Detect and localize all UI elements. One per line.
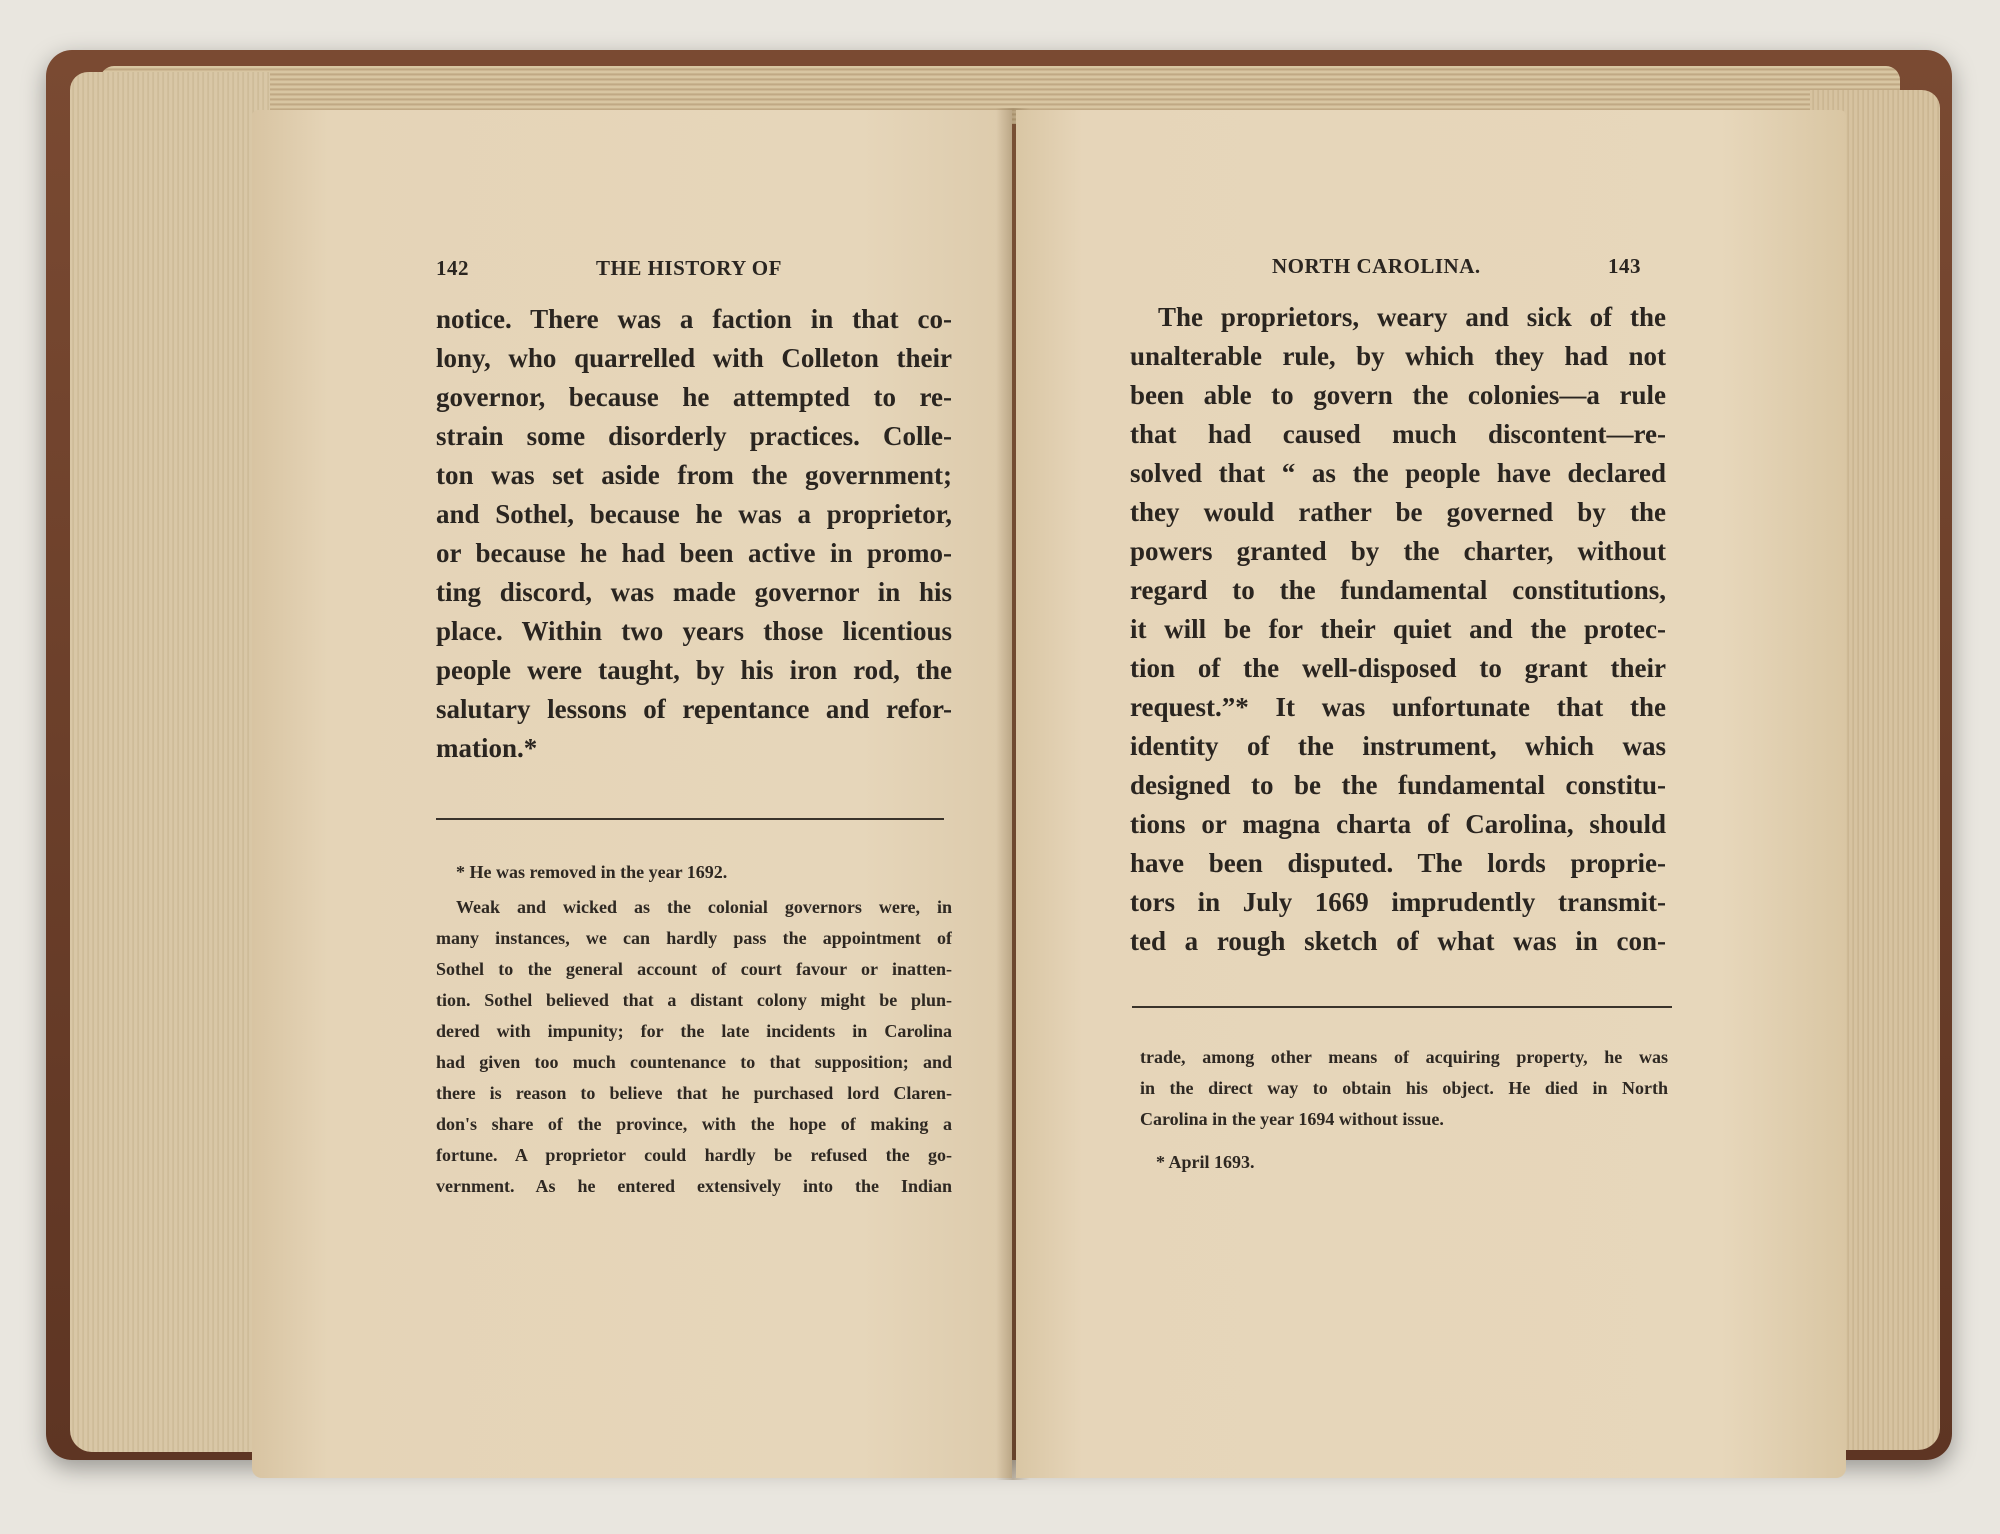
right-footnote-text bbox=[1140, 1042, 1668, 1135]
body-line: regard to the fundamental constitutions, bbox=[1130, 575, 1666, 605]
body-line: request.”* It was unfortunate that the bbox=[1130, 692, 1666, 722]
left-body-text bbox=[436, 300, 952, 768]
footnote-line: tion. Sothel believed that a distant colony might be plun- bbox=[436, 990, 952, 1010]
body-line: lony, who quarrelled with Colleton their bbox=[436, 343, 952, 373]
body-line: people were taught, by his iron rod, the bbox=[436, 655, 952, 685]
footnote-line: dered with impunity; for the late incidents in Carolina bbox=[436, 1021, 952, 1041]
body-line: ton was set aside from the government; bbox=[436, 460, 952, 490]
body-line: tions or magna charta of Carolina, should bbox=[1130, 809, 1666, 839]
body-line: tors in July 1669 imprudently transmit- bbox=[1130, 887, 1666, 917]
footnote-line: fortune. A proprietor could hardly be refused the go- bbox=[436, 1145, 952, 1165]
footnote-rule bbox=[436, 818, 944, 820]
footnote-marker-line: * He was removed in the year 1692. bbox=[456, 862, 728, 882]
body-line: identity of the instrument, which was bbox=[1130, 731, 1666, 761]
footnote-line: Carolina in the year 1694 without issue. bbox=[1140, 1109, 1444, 1129]
left-running-head: THE HISTORY OF bbox=[596, 256, 782, 280]
body-line: salutary lessons of repentance and refor- bbox=[436, 694, 952, 724]
body-line: mation.* bbox=[436, 733, 538, 763]
footnote-line: there is reason to believe that he purchased lord Claren- bbox=[436, 1083, 952, 1103]
footnote-rule bbox=[1132, 1006, 1672, 1008]
footnote-line: many instances, we can hardly pass the appointment of bbox=[436, 928, 952, 948]
footnote-line: trade, among other means of acquiring property, he was bbox=[1140, 1047, 1668, 1067]
body-line: powers granted by the charter, without bbox=[1130, 536, 1666, 566]
footnote-line: in the direct way to obtain his object. He died in North bbox=[1140, 1078, 1668, 1098]
body-line: been able to govern the colonies—a rule bbox=[1130, 380, 1666, 410]
footnote-line: Sothel to the general account of court favour or inatten- bbox=[436, 959, 952, 979]
footnote-line: had given too much countenance to that supposition; and bbox=[436, 1052, 952, 1072]
footnote-line: Weak and wicked as the colonial governors were, in bbox=[456, 897, 952, 917]
body-line: ted a rough sketch of what was in con- bbox=[1130, 926, 1666, 956]
body-line: strain some disorderly practices. Colle- bbox=[436, 421, 952, 451]
body-line: or because he had been active in promo- bbox=[436, 538, 952, 568]
body-line: unalterable rule, by which they had not bbox=[1130, 341, 1666, 371]
left-page-number: 142 bbox=[436, 256, 469, 280]
body-line: solved that “ as the people have declared bbox=[1130, 458, 1666, 488]
left-page bbox=[252, 110, 1012, 1478]
body-line: tion of the well-disposed to grant their bbox=[1130, 653, 1666, 683]
footnote-line: vernment. As he entered extensively into the Indian bbox=[436, 1176, 952, 1196]
page-block-left-edge bbox=[70, 72, 270, 1452]
body-line: notice. There was a faction in that co- bbox=[436, 304, 952, 334]
footnote-marker-line: * April 1693. bbox=[1156, 1152, 1255, 1172]
left-footnote-text bbox=[436, 892, 952, 1202]
body-line: it will be for their quiet and the protec- bbox=[1130, 614, 1666, 644]
body-line: place. Within two years those licentious bbox=[436, 616, 952, 646]
body-line: they would rather be governed by the bbox=[1130, 497, 1666, 527]
footnote-line: don's share of the province, with the hope of making a bbox=[436, 1114, 952, 1134]
right-page bbox=[1016, 110, 1846, 1478]
body-line: have been disputed. The lords proprie- bbox=[1130, 848, 1666, 878]
body-line: and Sothel, because he was a proprietor, bbox=[436, 499, 952, 529]
body-line: governor, because he attempted to re- bbox=[436, 382, 952, 412]
body-line: that had caused much discontent—re- bbox=[1130, 419, 1666, 449]
body-line: ting discord, was made governor in his bbox=[436, 577, 952, 607]
body-line: The proprietors, weary and sick of the bbox=[1158, 302, 1666, 332]
right-running-head: NORTH CAROLINA. bbox=[1272, 254, 1481, 278]
right-page-number: 143 bbox=[1608, 254, 1641, 278]
right-body-text bbox=[1130, 298, 1666, 961]
body-line: designed to be the fundamental constitu- bbox=[1130, 770, 1666, 800]
